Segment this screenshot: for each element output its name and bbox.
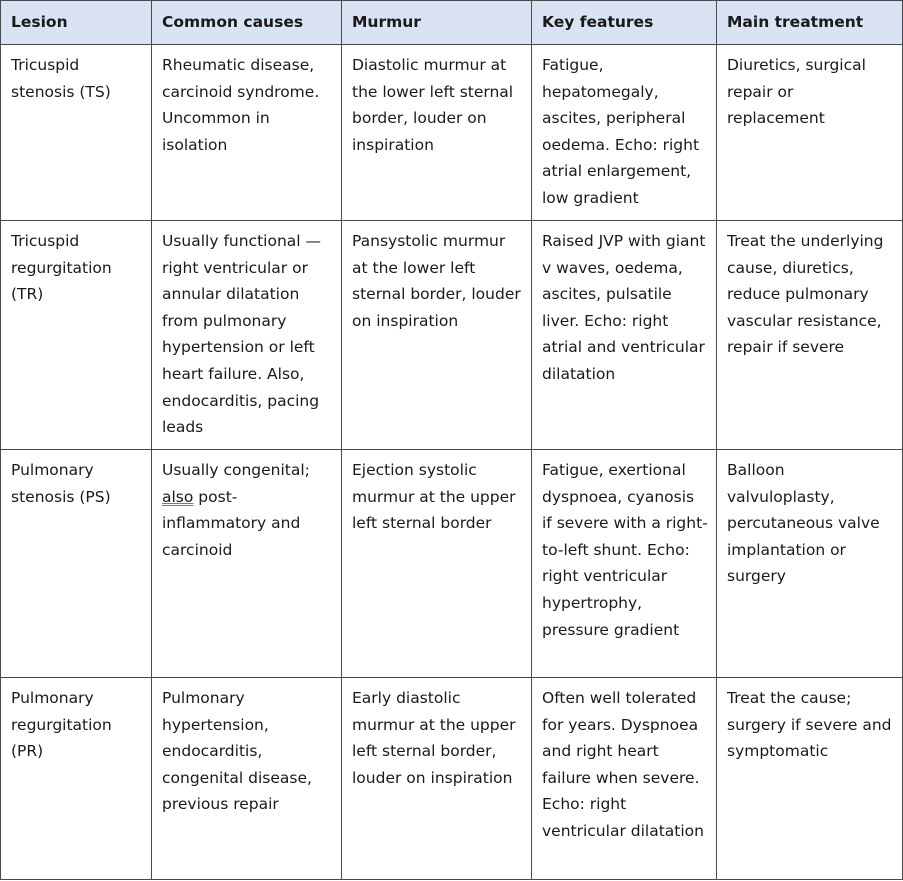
cell-lesion: Tricuspid regurgitation (TR) xyxy=(1,221,152,450)
header-murmur: Murmur xyxy=(342,1,532,45)
proofing-marked-word: also xyxy=(162,487,194,506)
cell-causes: Pulmonary hypertension, endocarditis, congenital disease, previous repair xyxy=(152,678,342,880)
cell-treatment: Balloon valvuloplasty, percutaneous valve implantation or surgery xyxy=(717,450,903,678)
cell-lesion: Tricuspid stenosis (TS) xyxy=(1,45,152,221)
cell-features: Often well tolerated for years. Dyspnoea and right heart failure when severe. Echo: right ventricular dilatation xyxy=(532,678,717,880)
header-lesion: Lesion xyxy=(1,1,152,45)
cell-lesion: Pulmonary stenosis (PS) xyxy=(1,450,152,678)
cell-murmur: Pansystolic murmur at the lower left sternal border, louder on inspiration xyxy=(342,221,532,450)
header-key-features: Key features xyxy=(532,1,717,45)
header-common-causes: Common causes xyxy=(152,1,342,45)
cell-treatment: Diuretics, surgical repair or replacement xyxy=(717,45,903,221)
header-row xyxy=(1,1,903,45)
cell-features: Fatigue, hepatomegaly, ascites, peripheral oedema. Echo: right atrial enlargement, low gradient xyxy=(532,45,717,221)
cell-murmur: Early diastolic murmur at the upper left sternal border, louder on inspiration xyxy=(342,678,532,880)
causes-text-start: Usually congenital; xyxy=(162,461,310,479)
cell-murmur: Ejection systolic murmur at the upper left sternal border xyxy=(342,450,532,678)
cell-treatment: Treat the underlying cause, diuretics, reduce pulmonary vascular resistance, repair if severe xyxy=(717,221,903,450)
header-main-treatment: Main treatment xyxy=(717,1,903,45)
table-row xyxy=(1,45,903,221)
cell-murmur: Diastolic murmur at the lower left sternal border, louder on inspiration xyxy=(342,45,532,221)
cell-causes: Usually functional — right ventricular or annular dilatation from pulmonary hypertension or left heart failure. Also, endocarditis, pacing leads xyxy=(152,221,342,450)
causes-text-end: post-inflammatory and carcinoid xyxy=(162,487,301,559)
cell-causes: Rheumatic disease, carcinoid syndrome. Uncommon in isolation xyxy=(152,45,342,221)
table-row xyxy=(1,678,903,880)
table-row xyxy=(1,450,903,678)
cell-treatment: Treat the cause; surgery if severe and symptomatic xyxy=(717,678,903,880)
cell-causes xyxy=(152,450,342,678)
cell-lesion: Pulmonary regurgitation (PR) xyxy=(1,678,152,880)
table-row xyxy=(1,221,903,450)
cell-features: Raised JVP with giant v waves, oedema, ascites, pulsatile liver. Echo: right atrial and ventricular dilatation xyxy=(532,221,717,450)
cell-features: Fatigue, exertional dyspnoea, cyanosis if severe with a right-to-left shunt. Echo: right ventricular hypertrophy, pressure gradient xyxy=(532,450,717,678)
